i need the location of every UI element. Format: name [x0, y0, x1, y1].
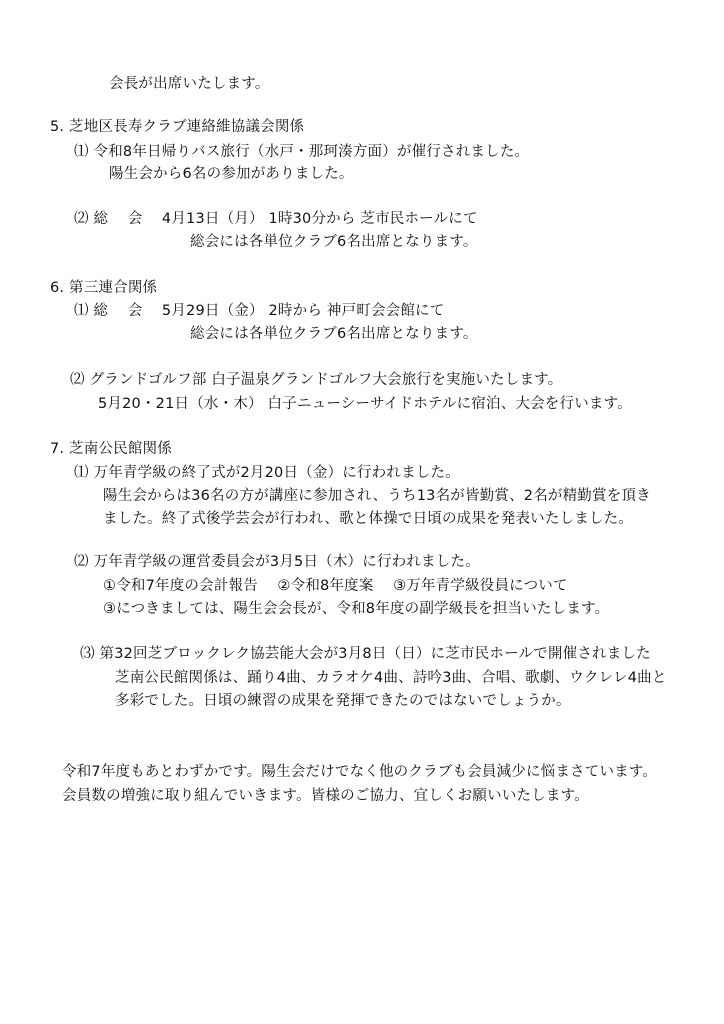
section7-item1-line1: ⑴ 万年青学級の終了式が2月20日（金）に行われました。	[74, 465, 460, 481]
section7-item2-line2: ①令和7年度の会計報告 ②令和8年度案 ③万年青学級役員について	[103, 578, 568, 594]
section5-item1-line1: ⑴ 令和8年日帰りバス旅行（水戸・那珂湊方面）が催行されました。	[74, 144, 530, 160]
section5-heading: 5. 芝地区長寿クラブ連絡維協議会関係	[50, 119, 305, 135]
section7-item2-line3: ③につきましては、陽生会会長が、令和8年度の副学級長を担当いたします。	[103, 601, 610, 617]
section7-item1-line2: 陽生会からは36名の方が講座に参加され、うち13名が皆勤賞、2名が精勤賞を頂き	[103, 488, 651, 504]
section7-item2-line1: ⑵ 万年青学級の運営委員会が3月5日（木）に行われました。	[74, 554, 480, 570]
section6-item1-line2: 総会には各単位クラブ6名出席となります。	[190, 326, 478, 342]
section6-heading: 6. 第三連合関係	[50, 280, 158, 296]
section6-item2-line2: 5月20・21日（水・木） 白子ニューシーサイドホテルに宿泊、大会を行います。	[98, 396, 632, 412]
section7-item1-line3: ました。終了式後学芸会が行われ、歌と体操で日頃の成果を発表いたしました。	[103, 511, 634, 527]
closing-line2: 会員数の増強に取り組んでいきます。皆様のご協力、宜しくお願いいたします。	[62, 788, 589, 804]
section5-item2-line1: ⑵ 総 会 4月13日（月） 1時30分から 芝市民ホールにて	[74, 211, 478, 227]
section7-item3-line1: ⑶ 第32回芝ブロックレク協芸能大会が3月8日（日）に芝市民ホールで開催されました	[80, 646, 651, 662]
section5-item2-line2: 総会には各単位クラブ6名出席となります。	[190, 234, 478, 250]
section7-item3-line2: 芝南公民館関係は、踊り4曲、カラオケ4曲、詩吟3曲、合唱、歌劇、ウクレレ4曲と	[115, 670, 667, 686]
intro-line: 会長が出席いたします。	[109, 76, 270, 92]
section5-item1-line2: 陽生会から6名の参加がありました。	[109, 166, 354, 182]
closing-line1: 令和7年度もあとわずかです。陽生会だけでなく他のクラブも会員減少に悩まさています。	[62, 764, 658, 780]
section7-heading: 7. 芝南公民館関係	[50, 441, 172, 457]
section6-item2-line1: ⑵ グランドゴルフ部 白子温泉グランドゴルフ大会旅行を実施いたします。	[70, 372, 563, 388]
section7-item3-line3: 多彩でした。日頃の練習の成果を発揮できたのではないでしょうか。	[115, 693, 571, 709]
section6-item1-line1: ⑴ 総 会 5月29日（金） 2時から 神戸町会会館にて	[74, 303, 445, 319]
